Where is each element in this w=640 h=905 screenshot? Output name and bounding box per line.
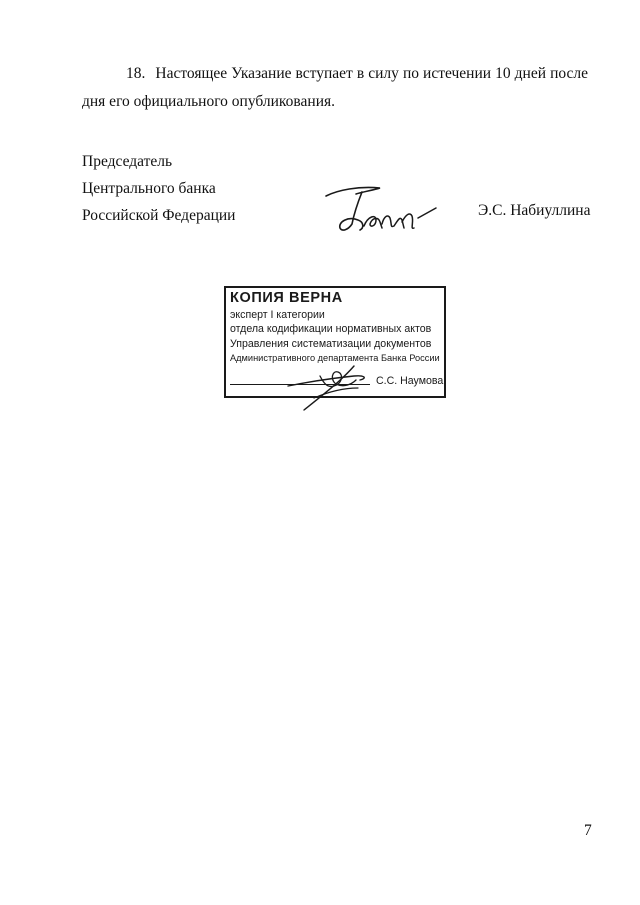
paragraph-18 bbox=[82, 60, 588, 116]
page-number: 7 bbox=[584, 822, 592, 839]
paragraph-number: 18. bbox=[126, 65, 146, 82]
signatory-title bbox=[82, 148, 235, 229]
stamp-directorate: Управления систематизации документов bbox=[230, 338, 432, 350]
paragraph-line-1 bbox=[82, 60, 588, 88]
stamp-title: КОПИЯ ВЕРНА bbox=[230, 290, 343, 306]
signatory-title-line-2: Центрального банка bbox=[82, 180, 216, 197]
stamp-handwritten-signature bbox=[284, 358, 394, 418]
stamp-department: отдела кодификации нормативных актов bbox=[230, 323, 432, 335]
signatory-name: Э.С. Набиуллина bbox=[478, 202, 591, 219]
signatory-title-line-3: Российской Федерации bbox=[82, 207, 236, 224]
paragraph-text-1: Настоящее Указание вступает в силу по истечении 10 дней после bbox=[155, 65, 588, 82]
stamp-person-name: С.С. Наумова bbox=[376, 375, 444, 387]
paragraph-line-2: дня его официального опубликования. bbox=[82, 93, 336, 110]
stamp-organization: Административного департамента Банка России bbox=[230, 353, 440, 364]
handwritten-signature bbox=[318, 176, 448, 236]
copy-verified-stamp bbox=[224, 286, 446, 398]
stamp-position: эксперт I категории bbox=[230, 309, 325, 321]
signatory-title-line-1: Председатель bbox=[82, 153, 173, 170]
